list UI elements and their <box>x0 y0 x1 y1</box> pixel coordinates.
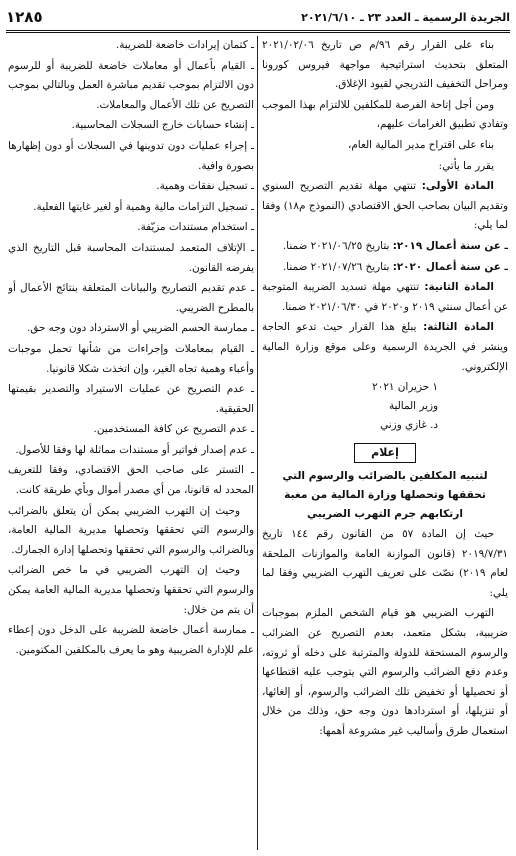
list-item: ـ إجراء عمليات دون تدوينها في السجلات أو دون إظهارها بصورة وافية. <box>8 139 254 172</box>
list-item: ـ القيام بأعمال أو معاملات خاضعة للضريبة أو للرسوم دون الالتزام بموجب تقديم مباشرة العمل وبالتالي بموجب التصريح عن تلك الأعمال والمعاملات. <box>8 59 254 111</box>
signature-block <box>262 378 508 435</box>
list-item: ـ تسجيل التزامات مالية وهمية أو لغير غايتها الفعلية. <box>33 200 254 213</box>
article-label: المادة الأولى: <box>421 180 494 193</box>
year-2020 <box>262 258 508 278</box>
year-text: بتاريخ ٢٠٢١/٠٧/٢٦ ضمنا. <box>282 260 390 273</box>
paragraph: ومن أجل إتاحة الفرصة للمكلفين للالتزام بهذا الموجب وتفادي تطبيق الغرامات عليهم، <box>262 98 508 131</box>
list-item: ـ ممارسة أعمال خاضعة للضريبة على الدخل دون إعطاء علم للإدارة الضريبية وهو ما يعرف بالمكلفين المكتومين. <box>8 624 254 656</box>
article-label: المادة الثانية: <box>424 281 494 294</box>
notice-headline: لتنبيه المكلفين بالضرائب والرسوم التي تحققها وتحصلها وزارة المالية من مغبة ارتكابهم جرم التهرب الضريبي <box>282 470 488 521</box>
list-item: ـ التستر على صاحب الحق الاقتصادي، وفقا للتعريف المحدد له قانونا، من أي مصدر أموال وبأي طريقة كانت. <box>8 464 254 497</box>
paragraph: التهرب الضريبي هو قيام الشخص الملزم بموجبات ضريبية، بشكل متعمد، بعدم التصريح عن الضرائب والرسوم المستحقة للدولة والمترتبة على دخله أو ثروته، وعدم دفع الضرائب والرسوم التي يتوجب عليه اقتطاعها أو تحصيلها أو تخفيض تلك الضرائب والرسوم، أو إلغائها، أو تنزيلها، أو استردادها دون وجه حق، وذلك من خلال استعمال طرق وأساليب غير مشروعة أهمها: <box>262 607 508 738</box>
list-item: ـ تسجيل نفقات وهمية. <box>156 180 254 193</box>
paragraph: حيث إن المادة ٥٧ من القانون رقم ١٤٤ تاريخ ٢٠١٩/٧/٣١ (قانون الموازنة العامة والموازنات الملحقة لعام ٢٠١٩) نصّت على تعريف التهرب الضريبي وفقا لما يلي: <box>262 528 508 599</box>
list-item: ـ كتمان إيرادات خاضعة للضريبة. <box>115 39 254 51</box>
article-text: تنتهي مهلة تقديم التصريح السنوي وتقديم البيان بصاحب الحق الاقتصادي (النموذج م١٨) وفقا لما يلي: <box>262 180 508 232</box>
column-divider <box>257 36 258 850</box>
article-label: المادة الثالثة: <box>423 321 494 334</box>
article-text: تنتهي مهلة تسديد الضريبة المتوجبة عن أعمال سنتي ٢٠١٩ و٢٠٢٠ في ٢٠٢١/٠٦/٣٠ ضمنا. <box>262 281 508 313</box>
list-item: ـ القيام بمعاملات وإجراءات من شأنها تحمل موجبات وأعباء وهمية تجاه الغير، وإن اتخذت شكلا قانونيا. <box>8 342 254 375</box>
gazette-title: الجريدة الرسمية ـ العدد ٢٣ ـ ٢٠٢١/٦/١٠ <box>301 10 510 24</box>
year-label: ـ عن سنة أعمال ٢٠٢٠: <box>392 260 508 273</box>
page-number: ١٢٨٥ <box>6 8 43 26</box>
list-item: ـ عدم التصريح عن عمليات الاستيراد والتصدير بقيمتها الحقيقية. <box>8 383 254 415</box>
list-item: ـ عدم تقديم التصاريح والبيانات المتعلقة بنتائج الأعمال أو بالمطرح الضريبي. <box>8 282 254 314</box>
paragraph: بناء على اقتراح مدير المالية العام، <box>348 138 494 151</box>
signature-title: وزير المالية <box>388 400 438 413</box>
signature-name: د. غازي وزني <box>380 419 438 432</box>
list-item: ـ ممارسة الحسم الضريبي أو الاسترداد دون وجه حق. <box>26 322 254 335</box>
list-item: ـ عدم التصريح عن كافة المستخدمين. <box>93 423 254 436</box>
list-item: ـ استخدام مستندات مزيّفة. <box>137 221 254 234</box>
signature-date: ١ حزيران ٢٠٢١ <box>372 381 438 394</box>
list-item: ـ إنشاء حسابات خارج السجلات المحاسبية. <box>71 119 254 132</box>
list-item: ـ الإتلاف المتعمد لمستندات المحاسبة قبل التاريخ الذي يفرضه القانون. <box>8 241 254 274</box>
year-label: ـ عن سنة أعمال ٢٠١٩: <box>392 239 508 252</box>
paragraph: وحيث إن التهرب الضريبي في ما خص الضرائب والرسوم التي تحققها وتحصلها مديرية المالية العامة يمكن أن يتم من خلال: <box>8 564 254 616</box>
notice-label: إعلام <box>354 443 416 463</box>
left-column <box>8 36 254 850</box>
page-header <box>6 4 510 33</box>
article-3 <box>262 318 508 377</box>
article-text: يبلغ هذا القرار حيث تدعو الحاجة وينشر في الجريدة الرسمية وعلى موقع وزارة المالية الإلكتروني. <box>262 321 508 373</box>
paragraph: بناء على القرار رقم ٩٦/م ص تاريخ ٢٠٢١/٠٢/٠٦ المتعلق بتحديث استراتيجية مواجهة فيروس كورونا ومراحل التخفيف التدريجي لقيود الإغلاق. <box>262 39 508 91</box>
paragraph: يقرر ما يأتي: <box>438 159 494 172</box>
article-1 <box>262 177 508 236</box>
list-item: ـ عدم إصدار فواتير أو مستندات مماثلة لها وفقا للأصول. <box>15 443 254 456</box>
year-2019 <box>262 237 508 257</box>
year-text: بتاريخ ٢٠٢١/٠٦/٢٥ ضمنا. <box>282 239 390 252</box>
article-2 <box>262 278 508 317</box>
paragraph: وحيث إن التهرب الضريبي يمكن أن يتعلق بالضرائب والرسوم التي تحققها وتحصلها مديرية المالية العامة، وبالضرائب والرسوم التي تحققها وتحصلها إدارة الجمارك. <box>8 504 254 556</box>
right-column <box>262 36 508 850</box>
